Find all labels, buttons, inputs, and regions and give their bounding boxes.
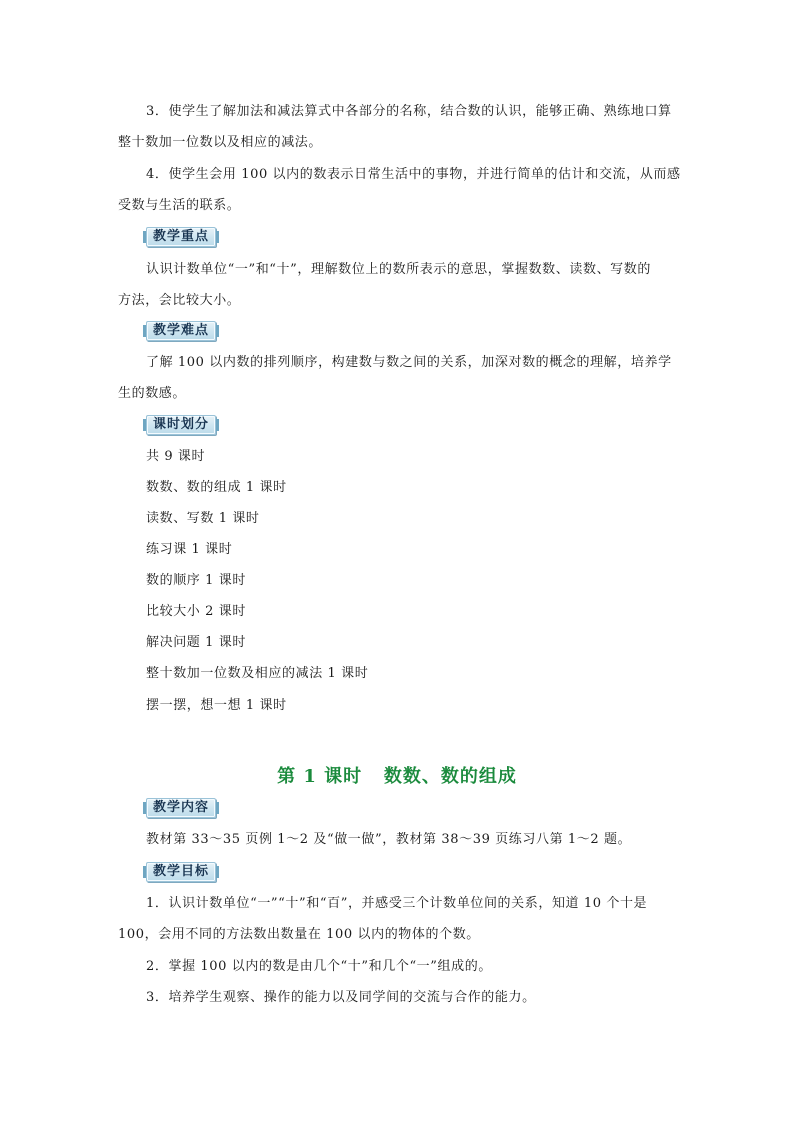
schedule-item: 读数、写数 1 课时 xyxy=(146,511,260,526)
schedule-item: 共 9 课时 xyxy=(146,449,206,464)
objective-3-line-1: 3．使学生了解加法和减法算式中各部分的名称，结合数的认识，能够正确、熟练地口算 xyxy=(146,104,672,119)
schedule-item: 数数、数的组成 1 课时 xyxy=(146,480,287,495)
lesson-1-title: 第 1 课时 数数、数的组成 xyxy=(277,766,517,787)
schedule-item: 解决问题 1 课时 xyxy=(146,635,246,650)
difficulties-label: 教学难点 xyxy=(146,321,216,341)
key-points-line-2: 方法，会比较大小。 xyxy=(118,293,241,308)
schedule-item: 比较大小 2 课时 xyxy=(146,604,246,619)
lesson-content-text: 教材第 33～35 页例 1～2 及“做一做”，教材第 38～39 页练习八第 1～2 题。 xyxy=(146,832,632,847)
key-points-label: 教学重点 xyxy=(146,227,216,247)
schedule-item: 摆一摆，想一想 1 课时 xyxy=(146,698,287,713)
key-points-line-1: 认识计数单位“一”和“十”，理解数位上的数所表示的意思，掌握数数、读数、写数的 xyxy=(146,262,651,277)
lesson-goals-label: 教学目标 xyxy=(146,862,216,882)
schedule-item: 整十数加一位数及相应的减法 1 课时 xyxy=(146,666,369,681)
schedule-item: 数的顺序 1 课时 xyxy=(146,573,246,588)
lesson-content-label: 教学内容 xyxy=(146,798,216,818)
schedule-label: 课时划分 xyxy=(146,415,216,435)
goal-2: 2．掌握 100 以内的数是由几个“十”和几个“一”组成的。 xyxy=(146,959,492,974)
goal-1-line-2: 100，会用不同的方法数出数量在 100 以内的物体的个数。 xyxy=(118,927,480,942)
objective-4-line-2: 受数与生活的联系。 xyxy=(118,198,241,213)
difficulties-line-1: 了解 100 以内数的排列顺序，构建数与数之间的关系，加深对数的概念的理解，培养学 xyxy=(146,355,672,370)
goal-3: 3．培养学生观察、操作的能力以及同学间的交流与合作的能力。 xyxy=(146,990,536,1005)
schedule-item: 练习课 1 课时 xyxy=(146,542,233,557)
objective-3-line-2: 整十数加一位数以及相应的减法。 xyxy=(118,135,323,150)
goal-1-line-1: 1．认识计数单位“一”“十”和“百”，并感受三个计数单位间的关系，知道 10 个十是 xyxy=(146,896,648,911)
difficulties-line-2: 生的数感。 xyxy=(118,386,187,401)
objective-4-line-1: 4．使学生会用 100 以内的数表示日常生活中的事物，并进行简单的估计和交流，从而感 xyxy=(146,167,681,182)
